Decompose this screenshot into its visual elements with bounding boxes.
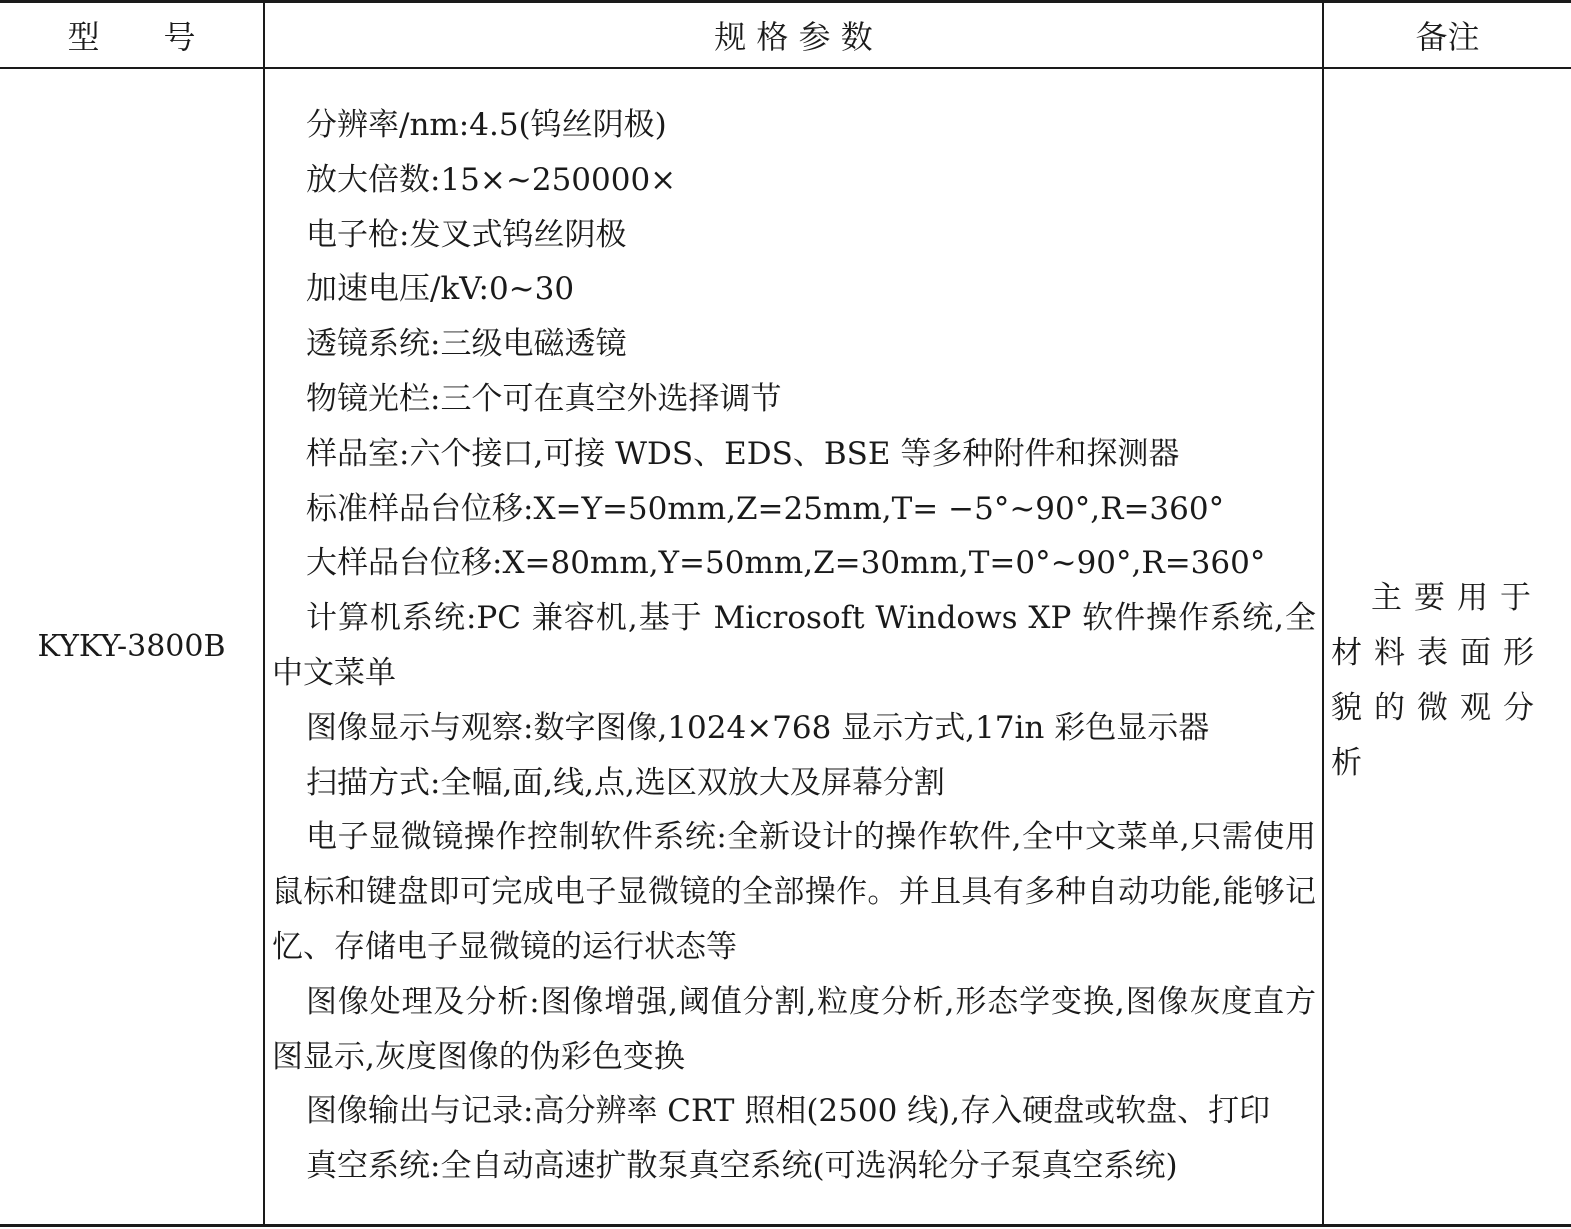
spec-item: 放大倍数:15×~250000× xyxy=(306,161,677,198)
spec-item: 样品室:六个接口,可接 WDS、EDS、BSE 等多种附件和探测器 xyxy=(306,435,1180,472)
spec-list xyxy=(272,98,1316,1194)
spec-item: 透镜系统:三级电磁透镜 xyxy=(306,326,627,363)
spec-item: 电子显微镜操作控制软件系统:全新设计的操作软件,全中文菜单,只需使用鼠标和键盘即可完成电子显微镜的全部操作。并且具有多种自动功能,能够记忆、存储电子显微镜的运行状态等 xyxy=(272,819,1316,965)
spec-item: 真空系统:全自动高速扩散泵真空系统(可选涡轮分子泵真空系统) xyxy=(306,1148,1178,1185)
spec-item: 图像显示与观察:数字图像,1024×768 显示方式,17in 彩色显示器 xyxy=(306,709,1210,746)
spec-item: 物镜光栏:三个可在真空外选择调节 xyxy=(306,380,782,417)
spec-item: 标准样品台位移:X=Y=50mm,Z=25mm,T= −5°~90°,R=360° xyxy=(306,490,1225,527)
spec-item: 图像处理及分析:图像增强,阈值分割,粒度分析,形态学变换,图像灰度直方图显示,灰度图像的伪彩色变换 xyxy=(272,983,1316,1075)
spec-item: 扫描方式:全幅,面,线,点,选区双放大及屏幕分割 xyxy=(306,764,945,801)
column-divider-right xyxy=(1322,0,1324,1227)
spec-item: 电子枪:发叉式钨丝阴极 xyxy=(306,216,627,253)
spec-item: 计算机系统:PC 兼容机,基于 Microsoft Windows XP 软件操作系统,全中文菜单 xyxy=(272,600,1316,691)
spec-item: 图像输出与记录:高分辨率 CRT 照相(2500 线),存入硬盘或软盘、打印 xyxy=(306,1093,1271,1130)
header-specs: 规 格 参 数 xyxy=(714,18,873,56)
spec-item: 分辨率/nm:4.5(钨丝阴极) xyxy=(306,107,667,143)
column-divider-left xyxy=(263,0,265,1227)
remark-cell: 主要用于材料表面形貌的微观分析 xyxy=(1331,580,1546,781)
table-bottom-rule xyxy=(0,1224,1571,1227)
header-model: 型 号 xyxy=(67,18,196,56)
header-remark: 备注 xyxy=(1415,18,1480,56)
model-cell: KYKY-3800B xyxy=(37,629,226,664)
spec-item: 大样品台位移:X=80mm,Y=50mm,Z=30mm,T=0°~90°,R=360° xyxy=(306,545,1266,582)
spec-item: 加速电压/kV:0~30 xyxy=(306,271,575,308)
